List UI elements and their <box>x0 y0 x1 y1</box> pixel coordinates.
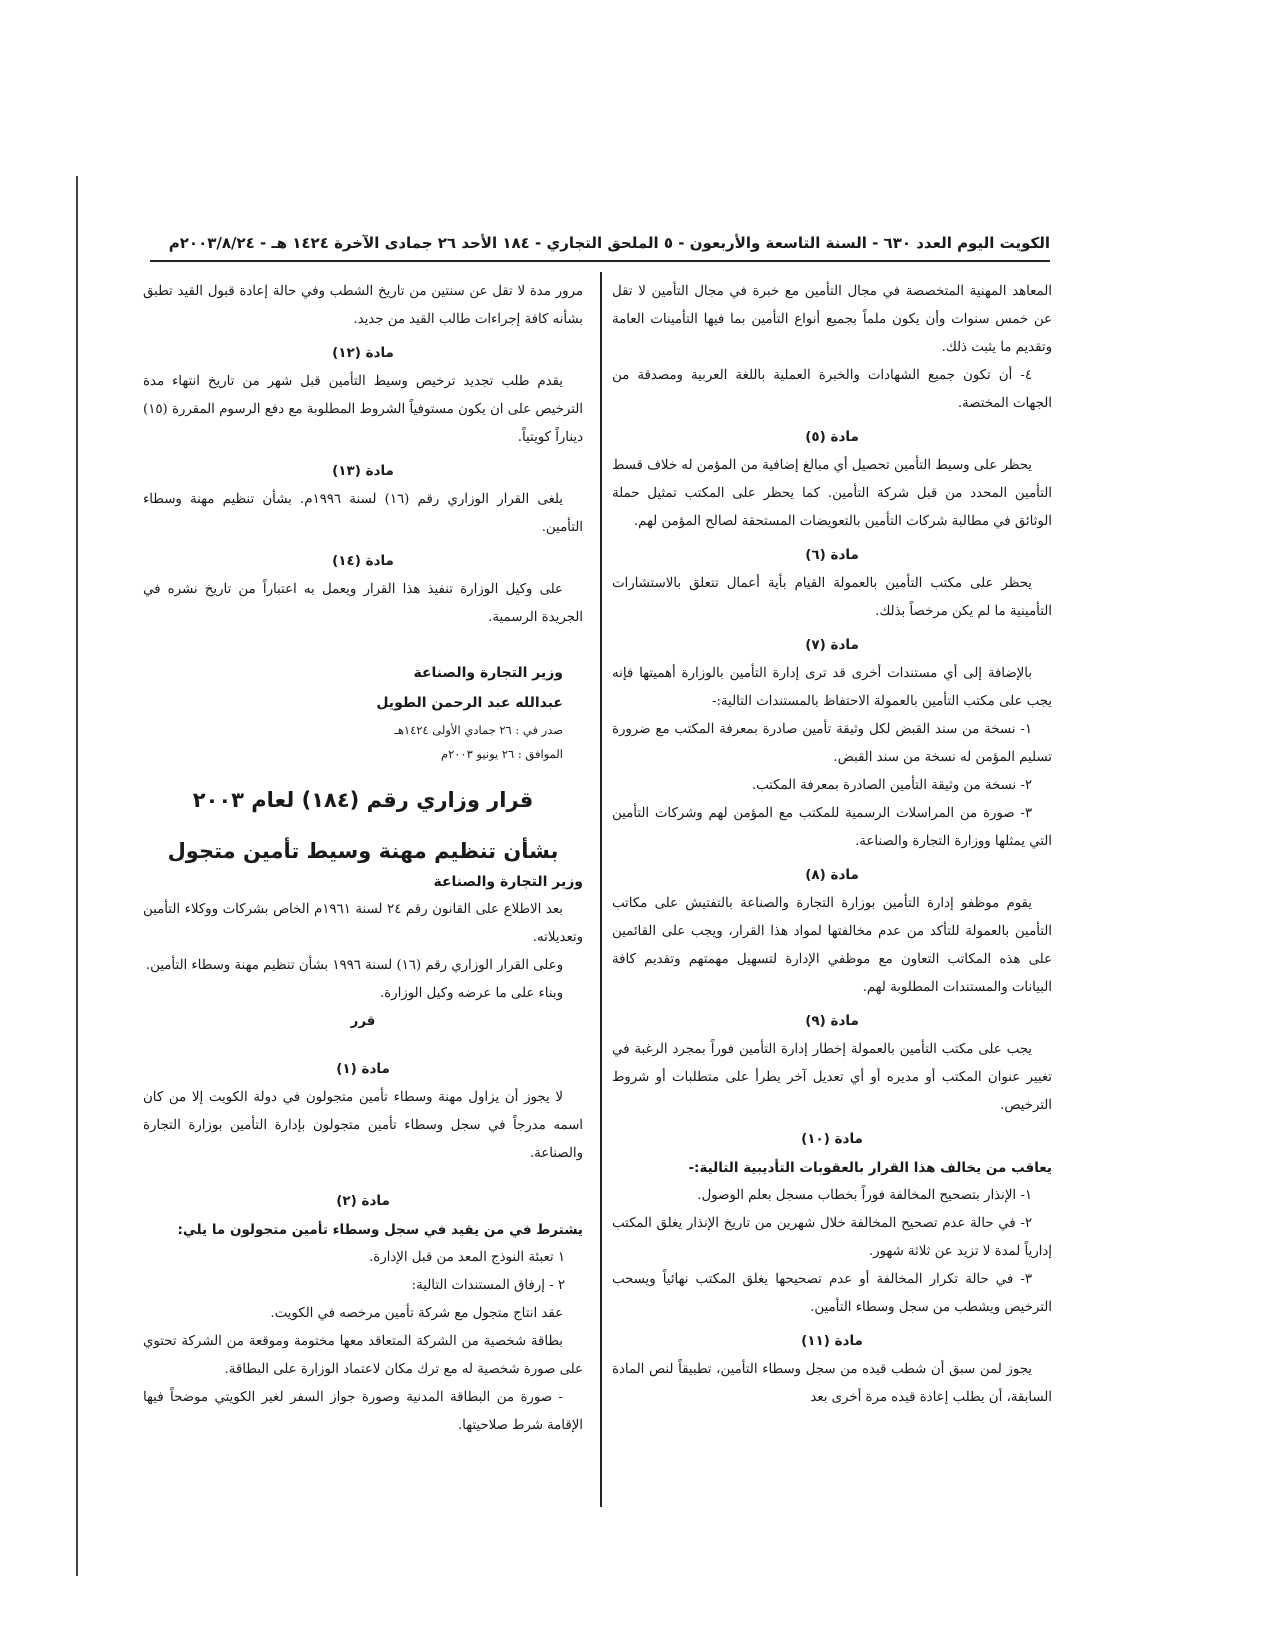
page-edge-line <box>76 176 78 1576</box>
preamble-1: بعد الاطلاع على القانون رقم ٢٤ لسنة ١٩٦١م الخاص بشركات ووكلاء التأمين وتعديلاته. <box>143 902 583 945</box>
article-12-title: مادة (١٢) <box>332 345 394 361</box>
article-2-item2: ٢ - إرفاق المستندات التالية: <box>411 1278 565 1293</box>
article-2-item1: ١ تعبئة النوذج المعد من قبل الإدارة. <box>369 1250 565 1265</box>
article-6-title: مادة (٦) <box>805 547 859 563</box>
article-7-item3: ٣- صورة من المراسلات الرسمية للمكتب مع المؤمن لهم وشركات التأمين التي يمثلها ووزارة التجارة والصناعة. <box>612 806 1052 849</box>
article-10-lead: يعاقب من يخالف هذا القرار بالعقوبات التأديبية التالية:- <box>688 1160 1052 1176</box>
article-10-item1: ١- الإنذار بتصحيح المخالفة فوراً بخطاب مسجل بعلم الوصول. <box>697 1188 1032 1203</box>
signature-name: عبدالله عبد الرحمن الطويل <box>376 695 563 711</box>
article-9-text: يجب على مكتب التأمين بالعمولة إخطار إدارة التأمين فوراً بمجرد الرغبة في تغيير عنوان المكتب أو مديره أو أي تعديل آخر يطرأ على متطلبات أو شروط الترخيص. <box>612 1042 1052 1113</box>
article-1-text: لا يجوز أن يزاول مهنة وسطاء تأمين متجولون في دولة الكويت إلا من كان اسمه مدرجاً في سجل وسطاء تأمين متجولون بإدارة التأمين بوزارة التجارة والصناعة. <box>143 1090 583 1161</box>
article-12-text: يقدم طلب تجديد ترخيص وسيط التأمين قبل شهر من تاريخ انتهاء مدة الترخيص على ان يكون مستوفياً الشروط المطلوبة مع دفع الرسوم المقررة (١٥) ديناراً كويتياً. <box>143 374 583 445</box>
article-10-item3: ٣- في حالة تكرار المخالفة أو عدم تصحيحها يغلق المكتب نهائياً ويسحب الترخيص ويشطب من سجل وسطاء التأمين. <box>612 1272 1052 1315</box>
preamble-3: وبناء على ما عرضه وكيل الوزارة. <box>379 986 563 1001</box>
signature-title: وزير التجارة والصناعة <box>413 665 563 681</box>
right-item4: ٤- أن تكون جميع الشهادات والخبرة العملية باللغة العربية ومصدقة من الجهات المختصة. <box>612 368 1052 411</box>
decree-title-line1: قرار وزاري رقم (١٨٤) لعام ٢٠٠٣ <box>192 788 534 812</box>
decree-minister: وزير التجارة والصناعة <box>433 874 583 890</box>
article-7-item2: ٢- نسخة من وثيقة التأمين الصادرة بمعرفة المكتب. <box>751 778 1032 793</box>
article-14-text: على وكيل الوزارة تنفيذ هذا القرار ويعمل به اعتباراً من تاريخ نشره في الجريدة الرسمية. <box>143 582 583 625</box>
issued-gregorian: الموافق : ٢٦ يونيو ٢٠٠٣م <box>440 747 563 761</box>
article-6-text: يحظر على مكتب التأمين بالعمولة القيام بأية أعمال تتعلق بالاستشارات التأمينية ما لم يكن مرخصاً بذلك. <box>612 576 1052 619</box>
article-7-text: بالإضافة إلى أي مستندات أخرى قد ترى إدارة التأمين بالوزارة أهميتها فإنه يجب على مكتب التأمين بالعمولة الاحتفاظ بالمستندات التالية:- <box>612 666 1052 709</box>
article-2-doc3: - صورة من البطاقة المدنية وصورة جواز السفر لغير الكويتي موضحاً فيها الإقامة شرط صلاحيتها. <box>143 1390 583 1433</box>
article-11-title: مادة (١١) <box>801 1333 863 1349</box>
article-7-title: مادة (٧) <box>805 637 859 653</box>
article-7-item1: ١- نسخة من سند القبض لكل وثيقة تأمين صادرة بمعرفة المكتب مع ضرورة تسليم المؤمن له نسخة من سند القبض. <box>612 722 1052 765</box>
article-8-text: يقوم موظفو إدارة التأمين بوزارة التجارة والصناعة بالتفتيش على مكاتب التأمين بالعمولة للتأكد من عدم مخالفتها لمواد هذا القرار، ويجب على القائمين على هذه المكاتب التعاون مع موظفي الإدارة لتسهيل مهمتهم وتقديم كافة البيانات والمستندات المطلوبة لهم. <box>612 896 1052 995</box>
preamble-2: وعلى القرار الوزاري رقم (١٦) لسنة ١٩٩٦ بشأن تنظيم مهنة وسطاء التأمين. <box>145 958 563 973</box>
decided-label: قرر <box>350 1014 376 1029</box>
article-8-title: مادة (٨) <box>805 867 859 883</box>
article-2-doc2: بطاقة شخصية من الشركة المتعاقد معها مختومة وموقعة من الشركة تحتوي على صورة شخصية له مع ترك مكان لاعتماد الوزارة على البطاقة. <box>143 1334 583 1377</box>
article-13-title: مادة (١٣) <box>332 463 394 479</box>
right-column <box>612 278 1052 1412</box>
decree-title-line2: بشأن تنظيم مهنة وسيط تأمين متجول <box>167 839 559 863</box>
article-1-title: مادة (١) <box>336 1061 390 1077</box>
column-divider <box>600 272 602 1507</box>
issued-hijri: صدر في : ٢٦ جمادي الأولى ١٤٢٤هـ <box>394 723 563 737</box>
article-5-text: يحظر على وسيط التأمين تحصيل أي مبالغ إضافية من المؤمن له خلاف قسط التأمين المحدد من قبل شركة التأمين. كما يحظر على المكتب تمثيل حملة الوثائق في مطالبة شركات التأمين بالتعويضات المستحقة لصالح المؤمن لهم. <box>612 458 1052 529</box>
article-2-doc1: عقد انتاج متجول مع شركة تأمين مرخصه في الكويت. <box>270 1306 563 1321</box>
article-2-title: مادة (٢) <box>336 1193 390 1209</box>
article-5-title: مادة (٥) <box>805 429 859 445</box>
article-10-title: مادة (١٠) <box>801 1131 863 1147</box>
header-rule <box>150 260 1050 262</box>
article-11-text: يجوز لمن سبق أن شطب قيده من سجل وسطاء التأمين، تطبيقاً لنص المادة السابقة، أن يطلب إعادة قيده مرة أخرى بعد <box>612 1362 1052 1405</box>
left-intro: مرور مدة لا تقل عن سنتين من تاريخ الشطب وفي حالة إعادة قبول القيد تطبق بشأنه كافة إجراءات طالب القيد من جديد. <box>143 284 583 327</box>
signature-block <box>143 658 583 718</box>
article-13-text: يلغى القرار الوزاري رقم (١٦) لسنة ١٩٩٦م. بشأن تنظيم مهنة وسطاء التأمين. <box>143 492 583 535</box>
page-header: الكويت اليوم العدد ٦٣٠ - السنة التاسعة والأربعون - ٥ الملحق التجاري - ١٨٤ الأحد ٢٦ جمادى الآخرة ١٤٢٤ هـ - ٢٠٠٣/٨/٢٤م <box>168 234 1050 252</box>
article-10-item2: ٢- في حالة عدم تصحيح المخالفة خلال شهرين من تاريخ الإنذار يغلق المكتب إدارياً لمدة لا تزيد عن ثلاثة شهور. <box>612 1216 1052 1259</box>
left-column <box>143 278 583 1440</box>
article-14-title: مادة (١٤) <box>332 553 394 569</box>
article-2-lead: يشترط في من يقيد في سجل وسطاء تأمين متجولون ما يلي: <box>177 1222 583 1238</box>
right-intro: المعاهد المهنية المتخصصة في مجال التأمين مع خبرة في مجال التأمين لا تقل عن خمس سنوات وأن يكون ملماً بجميع أنواع التأمين بما فيها التأمينات العامة وتقديم ما يثبت ذلك. <box>612 284 1052 355</box>
article-9-title: مادة (٩) <box>805 1013 859 1029</box>
